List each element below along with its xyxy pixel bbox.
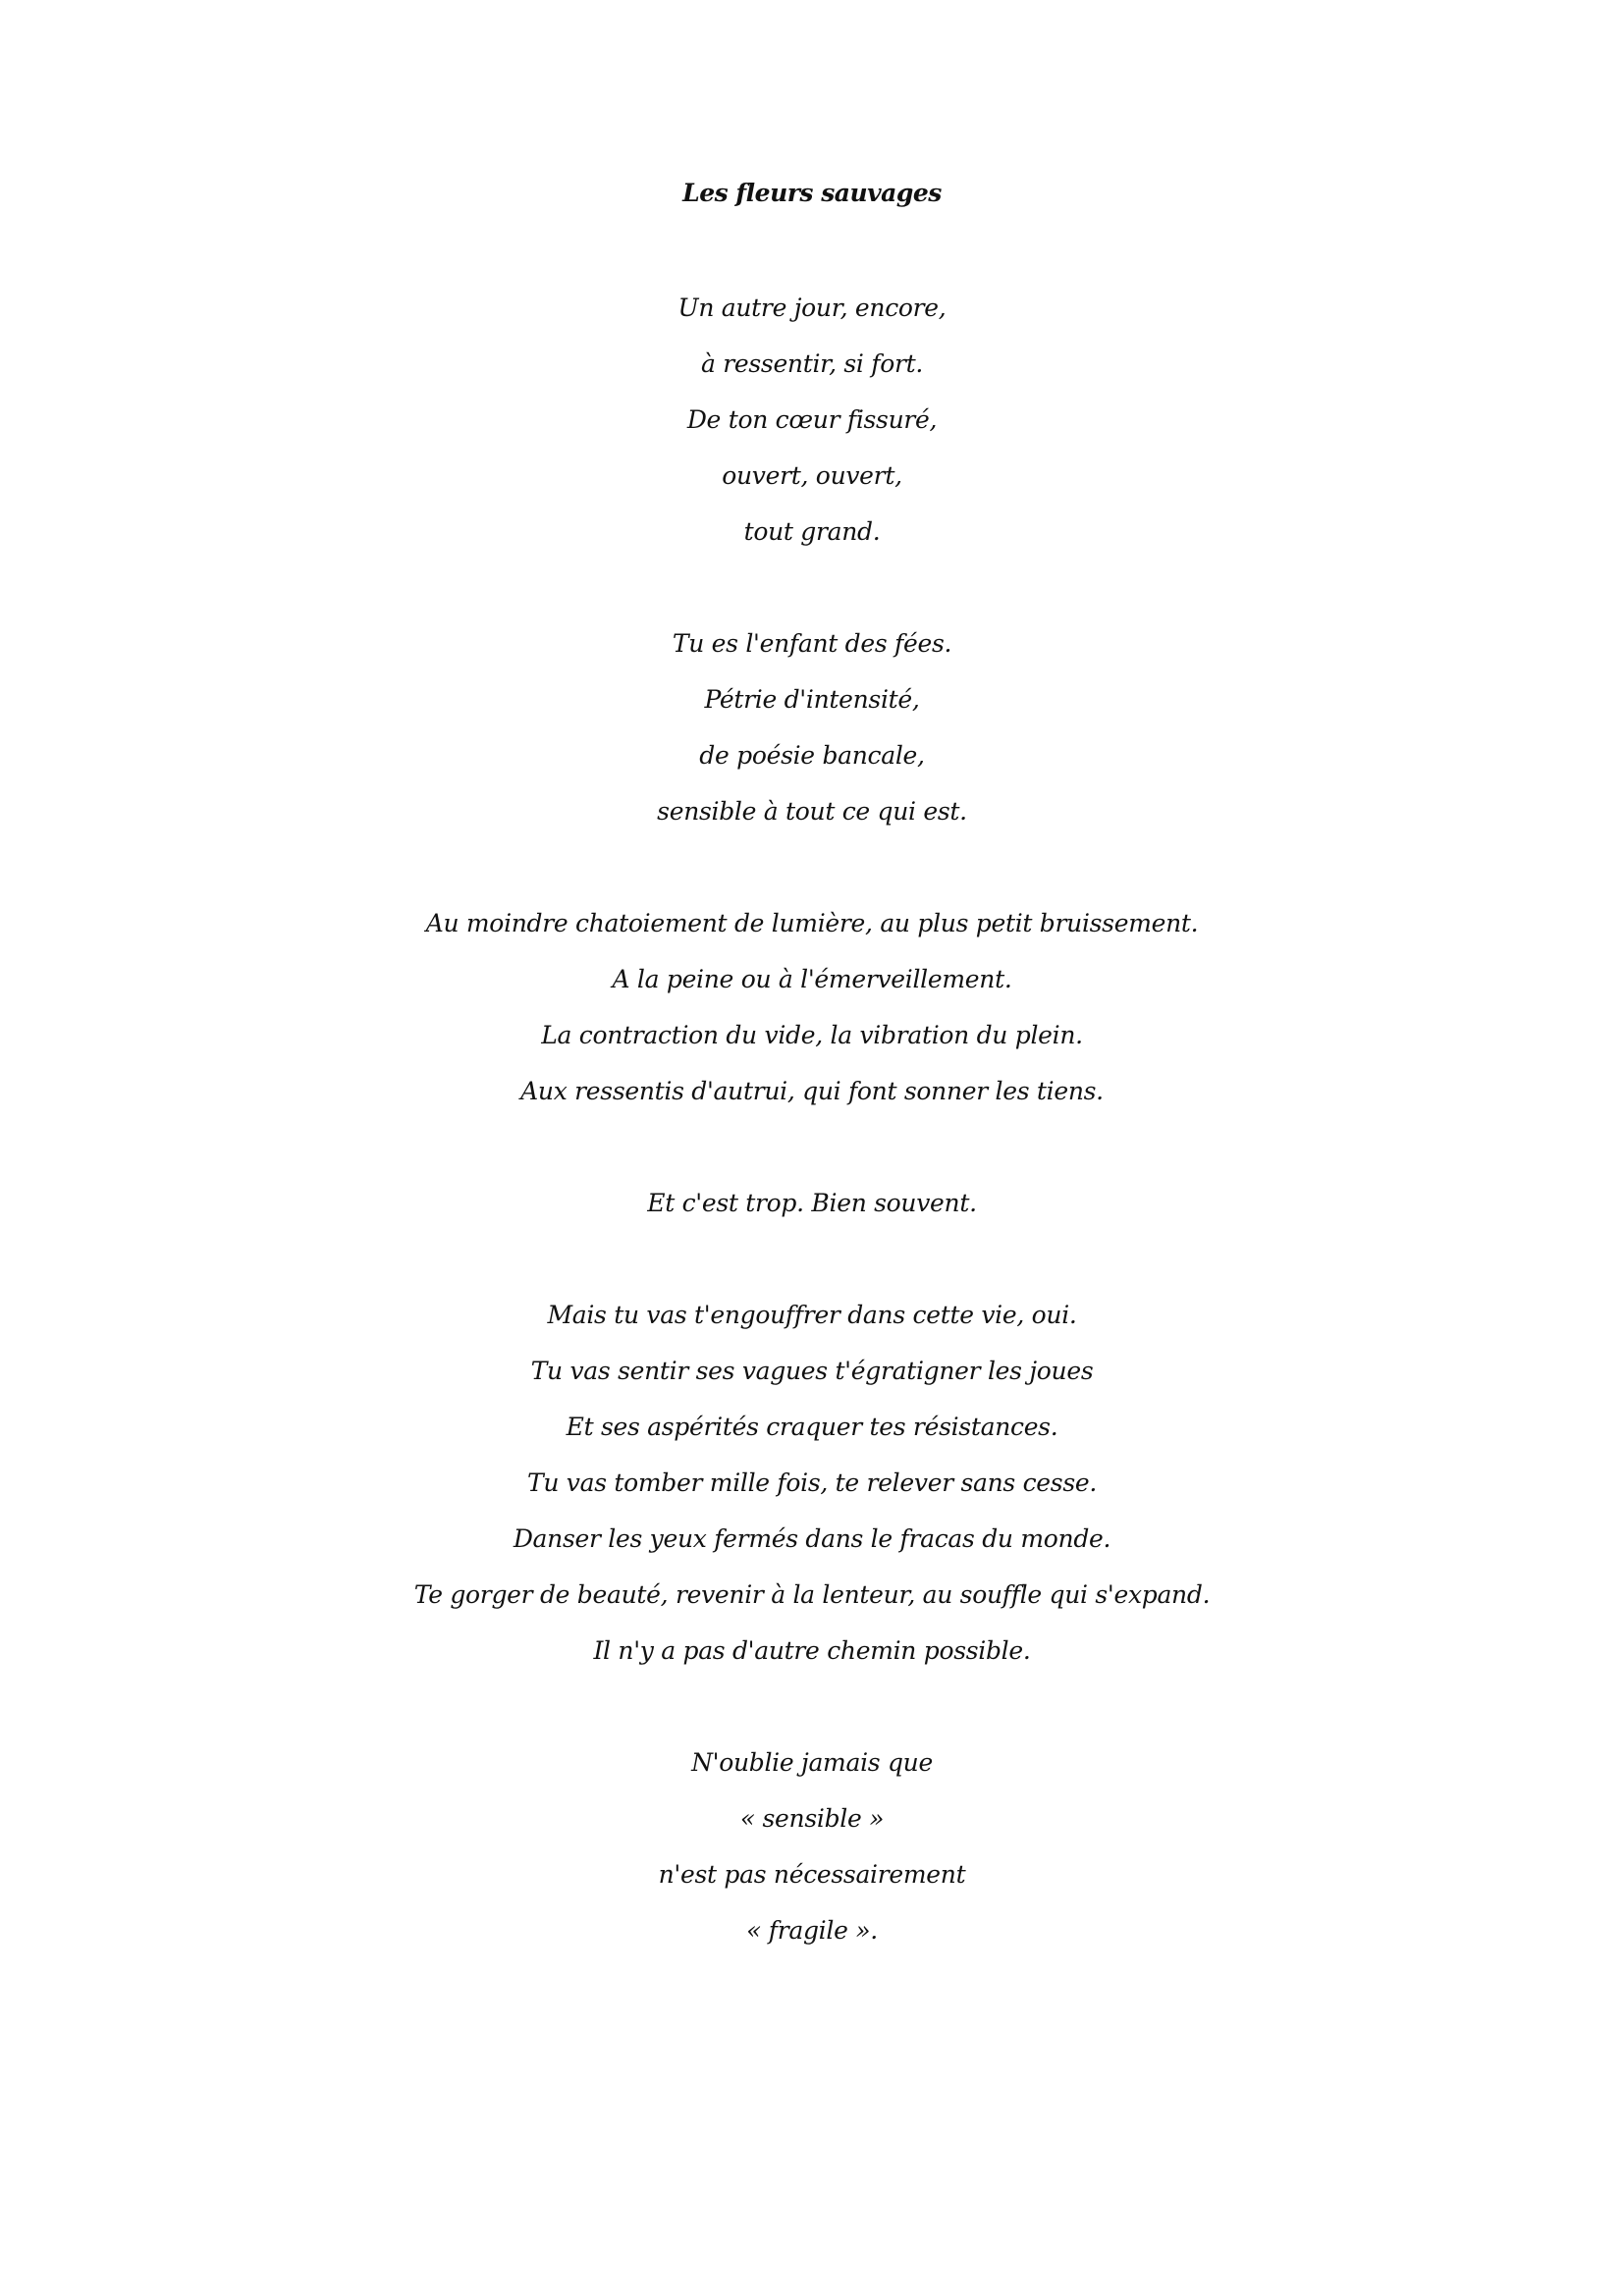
poem-line: A la peine ou à l'émerveillement. <box>612 965 1012 993</box>
poem-line: Au moindre chatoiement de lumière, au plus petit bruissement. <box>425 909 1199 937</box>
poem-line: Il n'y a pas d'autre chemin possible. <box>593 1636 1031 1665</box>
poem-line: Tu vas tomber mille fois, te relever sans cesse. <box>526 1468 1098 1497</box>
poem-line: Et ses aspérités craquer tes résistances. <box>566 1413 1058 1441</box>
poem-line: Un autre jour, encore, <box>677 294 947 322</box>
poem-line: Mais tu vas t'engouffrer dans cette vie, oui. <box>547 1301 1077 1329</box>
stanza-3 <box>0 895 1624 1119</box>
poem-line: Pétrie d'intensité, <box>704 685 920 714</box>
poem-line: La contraction du vide, la vibration du plein. <box>541 1021 1083 1049</box>
stanza-6 <box>0 1735 1624 1958</box>
poem-title: Les fleurs sauvages <box>682 179 942 207</box>
stanza-2 <box>0 615 1624 839</box>
poem-line: à ressentir, si fort. <box>700 349 923 378</box>
poem-line: Te gorger de beauté, revenir à la lenteur, au souffle qui s'expand. <box>413 1580 1211 1609</box>
stanza-5 <box>0 1287 1624 1679</box>
poem-line: Et c'est trop. Bien souvent. <box>647 1189 977 1217</box>
poem-line: n'est pas nécessairement <box>658 1860 966 1889</box>
poem <box>0 169 1624 2014</box>
poem-line: ouvert, ouvert, <box>722 461 902 490</box>
poem-line: Aux ressentis d'autrui, qui font sonner les tiens. <box>520 1077 1104 1105</box>
poem-line: « sensible » <box>739 1804 885 1833</box>
poem-line: N'oublie jamais que <box>691 1748 933 1777</box>
poem-line: Tu vas sentir ses vagues t'égratigner les joues <box>530 1357 1094 1385</box>
poem-line: sensible à tout ce qui est. <box>657 797 967 826</box>
poem-line: Danser les yeux fermés dans le fracas du monde. <box>513 1524 1111 1553</box>
poem-line: tout grand. <box>743 517 881 546</box>
poem-line: Tu es l'enfant des fées. <box>672 629 952 658</box>
stanza-1 <box>0 280 1624 560</box>
poem-line: de poésie bancale, <box>699 741 925 770</box>
stanza-4 <box>0 1175 1624 1231</box>
poem-line: De ton cœur fissuré, <box>686 405 938 434</box>
poem-line: « fragile ». <box>746 1916 878 1945</box>
